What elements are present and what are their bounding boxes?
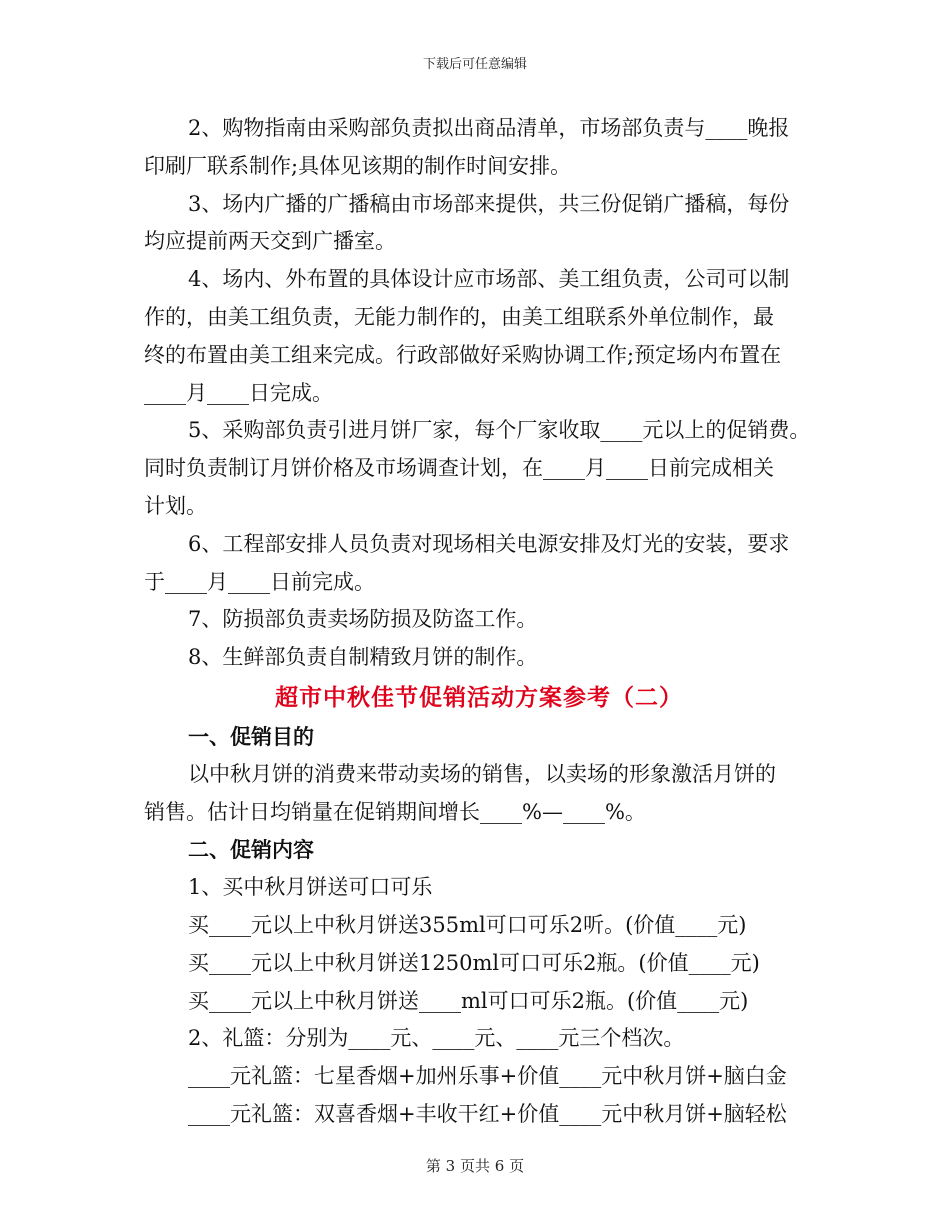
section-heading-content: 二、促销内容 (188, 837, 314, 863)
paragraph-line: 3、场内广播的广播稿由市场部来提供，共三份促销广播稿，每份 (188, 191, 790, 216)
page-header: 下载后可任意编辑 (422, 57, 527, 72)
paragraph-line: 7、防损部负责卖场防损及防盗工作。 (188, 607, 538, 632)
paragraph-line: 5、采购部负责引进月饼厂家，每个厂家收取____元以上的促销费。 (188, 418, 811, 443)
paragraph-line: 均应提前两天交到广播室。 (144, 229, 396, 254)
paragraph-line: 2、购物指南由采购部负责拟出商品清单，市场部负责与____晚报 (188, 116, 790, 140)
paragraph-line: 8、生鲜部负责自制精致月饼的制作。 (188, 645, 538, 670)
paragraph-line: 同时负责制订月饼价格及市场调查计划，在____月____日前完成相关 (144, 456, 774, 481)
paragraph-line: 终的布置由美工组来完成。行政部做好采购协调工作;预定场内布置在 (144, 342, 782, 367)
paragraph-line: ____元礼篮：七星香烟+加州乐事+价值____元中秋月饼+脑白金 (188, 1064, 787, 1089)
section-title: 超市中秋佳节促销活动方案参考（二） (275, 683, 683, 711)
paragraph-line: 计划。 (144, 493, 207, 518)
paragraph-line: 2、礼篮：分别为____元、____元、____元三个档次。 (188, 1026, 685, 1051)
paragraph-line: 印刷厂联系制作;具体见该期的制作时间安排。 (144, 153, 572, 178)
paragraph-line: 销售。估计日均销量在促销期间增长____%—____%。 (144, 799, 646, 824)
paragraph-line: 买____元以上中秋月饼送355ml可口可乐2听。(价值____元) (188, 912, 747, 937)
document-body (144, 110, 814, 1134)
paragraph-line: 买____元以上中秋月饼送____ml可口可乐2瓶。(价值____元) (188, 988, 749, 1013)
section-heading-purpose: 一、促销目的 (188, 723, 314, 749)
paragraph-line: 作的，由美工组负责，无能力制作的，由美工组联系外单位制作，最 (144, 304, 774, 329)
paragraph-line: 6、工程部安排人员负责对现场相关电源安排及灯光的安装，要求 (188, 531, 790, 556)
paragraph-line: 4、场内、外布置的具体设计应市场部、美工组负责，公司可以制 (188, 267, 790, 292)
paragraph-line: 以中秋月饼的消费来带动卖场的销售，以卖场的形象激活月饼的 (188, 761, 776, 786)
page-footer: 第 3 页共 6 页 (425, 1157, 525, 1175)
paragraph-line: ____月____日完成。 (144, 380, 333, 405)
paragraph-line: 买____元以上中秋月饼送1250ml可口可乐2瓶。(价值____元) (188, 950, 760, 975)
paragraph-line: 于____月____日前完成。 (144, 569, 375, 594)
paragraph-line: 1、买中秋月饼送可口可乐 (188, 875, 433, 900)
paragraph-line: ____元礼篮：双喜香烟+丰收干红+价值____元中秋月饼+脑轻松 (188, 1101, 787, 1126)
